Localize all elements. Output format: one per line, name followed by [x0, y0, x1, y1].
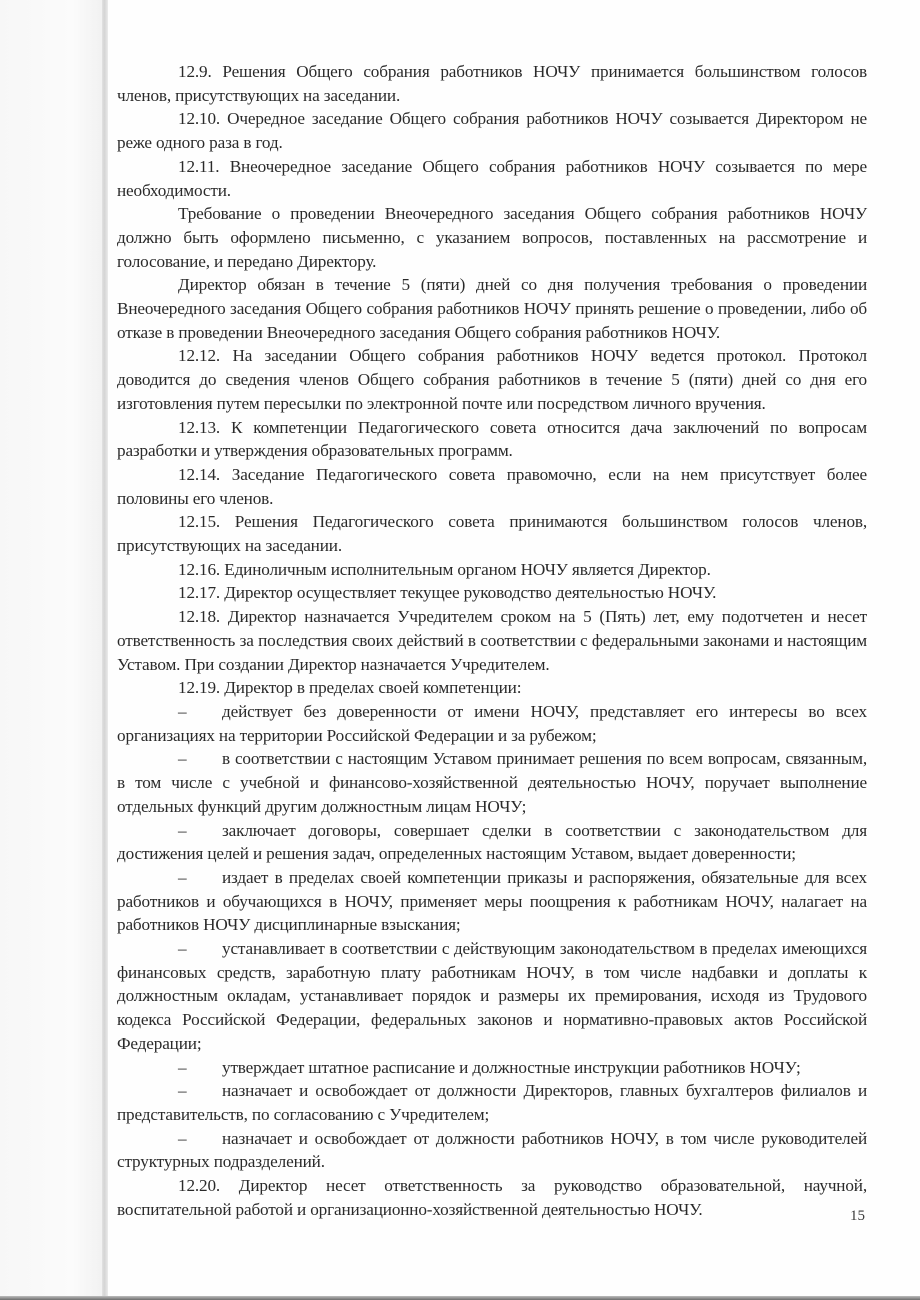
- paragraph: 12.20. Директор несет ответственность за руководство образовательной, научной, воспитательной работой и организационно-хозяйственной деятельностью НОЧУ.: [117, 1176, 867, 1219]
- bullet-dash: –: [178, 1081, 187, 1101]
- paragraph: Требование о проведении Внеочередного заседания Общего собрания работников НОЧУ должно быть оформлено письменно, с указанием вопросов, поставленных на рассмотрение и голосование, и передано Директору.: [117, 204, 867, 271]
- list-item: [117, 866, 867, 937]
- paragraph: 12.19. Директор в пределах своей компетенции:: [178, 678, 522, 698]
- list-item: [117, 700, 867, 747]
- list-item-text: устанавливает в соответствии с действующим законодательством в пределах имеющихся финансовых средств, заработную плату работникам НОЧУ, в том числе надбавки и доплаты к должностным окладам, устанавливает порядок и размеры их премирования, исходя из Трудового кодекса Российской Федерации, федеральных законов и нормативно-правовых актов Российской Федерации;: [117, 939, 867, 1053]
- list-item-text: назначает и освобождает от должности работников НОЧУ, в том числе руководителей структурных подразделений.: [117, 1128, 867, 1172]
- paragraph: 12.14. Заседание Педагогического совета правомочно, если на нем присутствует более половины его членов.: [117, 464, 867, 508]
- bullet-dash: –: [178, 749, 187, 769]
- list-item: [117, 1056, 867, 1080]
- paragraph: 12.10. Очередное заседание Общего собрания работников НОЧУ созывается Директором не реже одного раза в год.: [117, 109, 867, 153]
- bullet-dash: –: [178, 701, 187, 721]
- paragraph: 12.11. Внеочередное заседание Общего собрания работников НОЧУ созывается по мере необходимости.: [117, 156, 867, 200]
- paragraph: Директор обязан в течение 5 (пяти) дней со дня получения требования о проведении Внеочередного заседания Общего собрания работников НОЧУ принять решение о проведении, либо об отказе в проведении Внеочередного заседания Общего собрания работников НОЧУ.: [117, 275, 867, 342]
- paragraph: 12.12. На заседании Общего собрания работников НОЧУ ведется протокол. Протокол доводится до сведения членов Общего собрания работников в течение 5 (пяти) дней со дня его изготовления путем пересылки по электронной почте или посредством личного вручения.: [117, 346, 867, 413]
- list-item: [117, 1079, 867, 1126]
- list-item-text: действует без доверенности от имени НОЧУ, представляет его интересы во всех организациях на территории Российской Федерации и за рубежом;: [117, 701, 867, 745]
- list-item: [117, 747, 867, 818]
- paragraph: 12.15. Решения Педагогического совета принимаются большинством голосов членов, присутствующих на заседании.: [117, 512, 867, 556]
- scan-bottom-edge: [0, 1296, 920, 1300]
- page-number: 15: [850, 1208, 865, 1224]
- list-item-text: заключает договоры, совершает сделки в соответствии с законодательством для достижения целей и решения задач, определенных настоящим Уставом, выдает доверенности;: [117, 820, 867, 864]
- list-item-text: издает в пределах своей компетенции приказы и распоряжения, обязательные для всех работников и обучающихся в НОЧУ, применяет меры поощрения к работникам НОЧУ, налагает на работников НОЧУ дисциплинарные взыскания;: [117, 867, 867, 935]
- list-item-text: назначает и освобождает от должности Директоров, главных бухгалтеров филиалов и представительств, по согласованию с Учредителем;: [117, 1081, 867, 1124]
- bullet-dash: –: [178, 820, 187, 840]
- paragraph: 12.16. Единоличным исполнительным органом НОЧУ является Директор.: [178, 559, 711, 579]
- paragraph: 12.9. Решения Общего собрания работников НОЧУ принимается большинством голосов членов, присутствующих на заседании.: [117, 62, 867, 105]
- bullet-dash: –: [178, 1128, 187, 1148]
- paragraph: 12.17. Директор осуществляет текущее руководство деятельностью НОЧУ.: [178, 583, 717, 603]
- paragraph: 12.13. К компетенции Педагогического совета относится дача заключений по вопросам разработки и утверждения образовательных программ.: [117, 417, 867, 461]
- document-body: [117, 60, 867, 1221]
- list-item: [117, 937, 867, 1056]
- list-item-text: утверждает штатное расписание и должностные инструкции работников НОЧУ;: [222, 1057, 801, 1077]
- paragraph: 12.18. Директор назначается Учредителем сроком на 5 (Пять) лет, ему подотчетен и несет ответственность за последствия своих действий в соответствии с федеральными законами и настоящим Уставом. При создании Директор назначается Учредителем.: [117, 607, 867, 674]
- list-item: [117, 819, 867, 866]
- bullet-dash: –: [178, 939, 187, 959]
- bullet-dash: –: [178, 867, 187, 887]
- list-item: [117, 1127, 867, 1174]
- bullet-dash: –: [178, 1057, 187, 1077]
- list-item-text: в соответствии с настоящим Уставом принимает решения по всем вопросам, связанным, в том числе с учебной и финансово-хозяйственной деятельностью НОЧУ, поручает выполнение отдельных функций другим должностным лицам НОЧУ;: [117, 749, 867, 816]
- scan-left-margin: [0, 0, 104, 1300]
- scan-binding-crease: [102, 0, 108, 1300]
